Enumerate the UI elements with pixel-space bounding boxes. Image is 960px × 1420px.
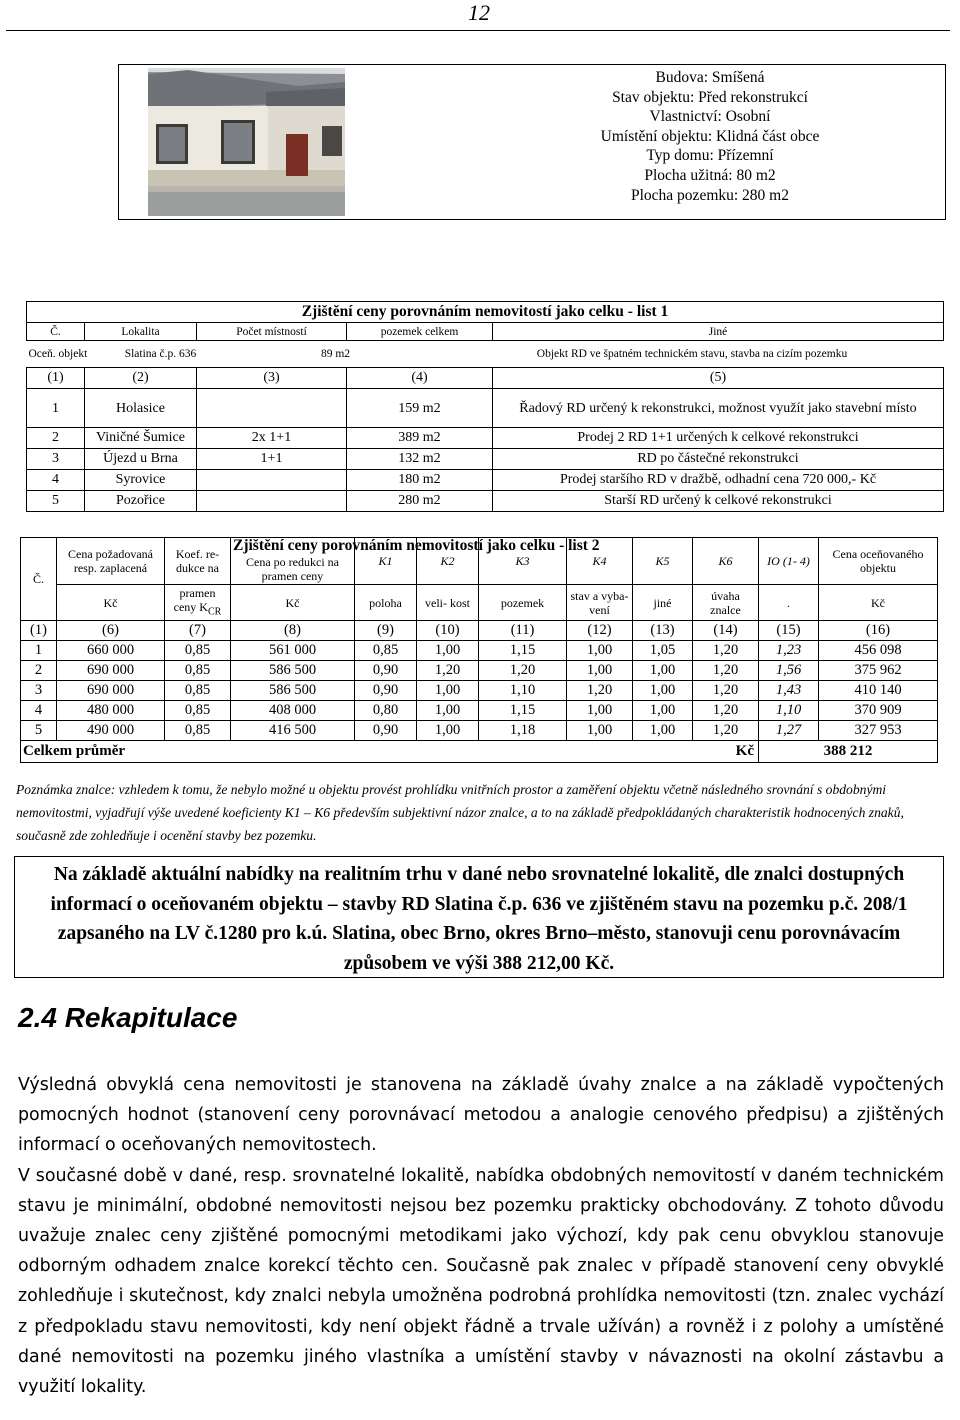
cell-land: 389 m2 xyxy=(347,428,493,449)
list2-header-reduced-label: Cena po redukci na pramen ceny xyxy=(246,555,339,583)
table-cell: 1,00 xyxy=(567,701,633,721)
list2-k1-sub: poloha xyxy=(355,585,417,621)
table-cell: 1,15 xyxy=(479,641,567,661)
cell-other: Starší RD určený k celkové rekonstrukci xyxy=(493,491,944,512)
table-row xyxy=(27,428,944,449)
list2-colnum: (11) xyxy=(479,621,567,641)
info-house-type: Typ domu: Přízemní xyxy=(646,147,774,165)
cell-location: Syrovice xyxy=(85,470,197,491)
list1-colnum: (1) xyxy=(27,368,85,389)
cell-land: 132 m2 xyxy=(347,449,493,470)
cell-rooms xyxy=(197,389,347,428)
table-cell: 1,00 xyxy=(567,721,633,741)
table-cell: 586 500 xyxy=(231,681,355,701)
table-cell: 1,20 xyxy=(693,701,759,721)
list2-colnum: (16) xyxy=(819,621,938,641)
list2-total-value: 388 212 xyxy=(759,741,938,763)
table-cell: 1,10 xyxy=(759,701,819,721)
table-row xyxy=(21,681,938,701)
list2-k5-sub: jiné xyxy=(633,585,693,621)
list2-io-sub: . xyxy=(759,585,819,621)
table-cell: 456 098 xyxy=(819,641,938,661)
table-cell: 2 xyxy=(21,661,57,681)
table-cell: 1,23 xyxy=(759,641,819,661)
cell-no: 2 xyxy=(27,428,85,449)
page-number: 12 xyxy=(468,0,490,25)
property-info-lines xyxy=(480,68,940,205)
list2-unit-reduced: Kč xyxy=(231,585,355,621)
list2-header-result: Cena oceňovaného objektu xyxy=(819,538,938,585)
info-ownership: Vlastnictví: Osobní xyxy=(649,108,771,126)
list2-colnum: (7) xyxy=(165,621,231,641)
list2-colnum: (6) xyxy=(57,621,165,641)
table-row xyxy=(27,449,944,470)
paragraph: V současné době v dané, resp. srovnatelné lokalitě, nabídka obdobných nemovitostí v daném technickém stavu je minimální, obdobné nemovitosti nejsou bez pozemku prakticky obchodovány. Z tohoto důvodu uvažuje znalec ceny zjištěné pomocnými metodikami jako výchozí, kdy pak cenu obvyklou stanovuje odborným odhadem znalce korekcí těchto cen. Současně pak znalec v případě stanovení ceny obvyklé zohledňuje i skutečnost, kdy znalci nebyla umožněna podrobná prohlídka nemovitosti (tzn. znalec vychází z předpokladu stavu nemovitosti, kdy není objekt řádně a trvale užíván) a rovněž i z polohy a umístěné dané nemovitosti na pozemku jiného vlastníka a umístění stavby v návaznosti na okolní zástavbu a využití lokality. xyxy=(18,1165,944,1398)
table-cell: 1,00 xyxy=(417,641,479,661)
table-cell: 0,85 xyxy=(165,701,231,721)
table-row xyxy=(27,491,944,512)
list1-colnum: (4) xyxy=(347,368,493,389)
cell-location: Viničné Šumice xyxy=(85,428,197,449)
list1-subject-row xyxy=(27,341,944,368)
list2-header-coef: Koef. re- dukce na xyxy=(165,538,231,585)
cell-land: 280 m2 xyxy=(347,491,493,512)
table-cell: 0,85 xyxy=(165,661,231,681)
list2-header-no: Č. xyxy=(21,538,57,621)
list2-colnum: (13) xyxy=(633,621,693,641)
table-cell: 4 xyxy=(21,701,57,721)
info-building: Budova: Smíšená xyxy=(655,69,765,86)
table-cell: 690 000 xyxy=(57,681,165,701)
cell-location: Pozořice xyxy=(85,491,197,512)
table-cell: 370 909 xyxy=(819,701,938,721)
table-cell: 416 500 xyxy=(231,721,355,741)
list2-header-coef-sub xyxy=(165,585,231,621)
cell-other: Prodej 2 RD 1+1 určených k celkové rekonstrukci xyxy=(493,428,944,449)
list1-subject-other: Objekt RD ve špatném technickém stavu, stavba na cizím pozemku xyxy=(536,348,848,360)
list2-header-k4: K4 xyxy=(567,538,633,585)
list2-total-row xyxy=(21,741,938,763)
list1-header-no: Č. xyxy=(27,323,85,341)
cell-rooms xyxy=(197,470,347,491)
table-cell: 1,20 xyxy=(693,681,759,701)
list2-header-io: IO (1- 4) xyxy=(759,538,819,585)
list1-subject-location: Slatina č.p. 636 xyxy=(124,348,197,360)
table-cell: 0,90 xyxy=(355,721,417,741)
table-cell: 1,20 xyxy=(693,721,759,741)
cell-land: 159 m2 xyxy=(347,389,493,428)
table-cell: 1,20 xyxy=(479,661,567,681)
table-cell: 0,85 xyxy=(165,681,231,701)
header-divider xyxy=(6,30,950,31)
list2-header-price: Cena požadovaná resp. zaplacená xyxy=(57,538,165,585)
cell-other: Prodej staršího RD v dražbě, odhadní cena 720 000,- Kč xyxy=(493,470,944,491)
table-row xyxy=(27,470,944,491)
table-cell: 1,20 xyxy=(417,661,479,681)
list2-total-unit: Kč xyxy=(735,743,754,760)
table-cell: 5 xyxy=(21,721,57,741)
table-row xyxy=(21,701,938,721)
table-cell: 660 000 xyxy=(57,641,165,661)
list2-colnum: (10) xyxy=(417,621,479,641)
info-state: Stav objektu: Před rekonstrukcí xyxy=(612,88,808,106)
table-cell: 3 xyxy=(21,681,57,701)
cell-land: 180 m2 xyxy=(347,470,493,491)
conclusion-box: Na základě aktuální nabídky na realitním trhu v dané nebo srovnatelné lokalitě, dle znalci dostupných informací o oceňovaném objektu – stavby RD Slatina č.p. 636 ve zjištěném stavu na pozemku p.č. 208/1 zapsaného na LV č.1280 pro k.ú. Slatina, obec Brno, okres Brno–město, stanovuji cenu porovnávacím způsobem ve výši 388 212,00 Kč. xyxy=(14,856,944,978)
table-cell: 1,05 xyxy=(633,641,693,661)
table-cell: 0,90 xyxy=(355,681,417,701)
list1-colnum: (2) xyxy=(85,368,197,389)
list2-colnum: (12) xyxy=(567,621,633,641)
table-cell: 327 953 xyxy=(819,721,938,741)
list1-header-rooms: Počet místností xyxy=(197,323,347,341)
property-photo xyxy=(148,68,345,216)
list1-header-other: Jiné xyxy=(493,323,944,341)
table-cell: 375 962 xyxy=(819,661,938,681)
table-cell: 480 000 xyxy=(57,701,165,721)
table-cell: 1,20 xyxy=(567,681,633,701)
coef-sub-label: pramen ceny K xyxy=(173,586,216,614)
table-cell: 1,00 xyxy=(417,721,479,741)
table-cell: 1,43 xyxy=(759,681,819,701)
list2-header-k6: K6 xyxy=(693,538,759,585)
cell-other: Řadový RD určený k rekonstrukci, možnost využít jako stavební místo xyxy=(493,389,944,428)
list2-colnum: (9) xyxy=(355,621,417,641)
table-cell: 1,00 xyxy=(633,681,693,701)
table-cell: 1,56 xyxy=(759,661,819,681)
comparison-table-list2 xyxy=(20,537,938,763)
coef-sub-index: CR xyxy=(207,606,222,618)
table-cell: 0,80 xyxy=(355,701,417,721)
table-cell: 1,20 xyxy=(693,661,759,681)
recapitulation-text xyxy=(18,1070,944,1402)
table-cell: 1,00 xyxy=(633,661,693,681)
info-usable-area: Plocha užitná: 80 m2 xyxy=(644,166,776,184)
list1-colnum: (3) xyxy=(197,368,347,389)
list1-subject-label: Oceň. objekt xyxy=(28,348,88,360)
table-cell: 1,00 xyxy=(417,681,479,701)
paragraph: Výsledná obvyklá cena nemovitosti je stanovena na základě úvahy znalce a na základě vypočtených pomocných hodnot (stanovení ceny porovnávací metodou a analogie cenového předpisu) a zjištěných informací o oceňovaných nemovitostech. xyxy=(18,1075,944,1156)
comparison-table-list1 xyxy=(26,301,944,512)
info-location: Umístění objektu: Klidná část obce xyxy=(600,127,820,145)
list1-subject-land: 89 m2 xyxy=(320,348,351,360)
table-cell: 1,00 xyxy=(567,661,633,681)
cell-no: 1 xyxy=(27,389,85,428)
table-cell: 561 000 xyxy=(231,641,355,661)
table-row xyxy=(27,389,944,428)
list2-colnum: (8) xyxy=(231,621,355,641)
list2-total-label: Celkem průměr xyxy=(23,743,126,760)
list2-k2-sub: veli- kost xyxy=(417,585,479,621)
table-cell: 1,00 xyxy=(633,701,693,721)
expert-note: Poznámka znalce: vzhledem k tomu, že nebylo možné u objektu provést prohlídku vnitřních prostor a zaměření objektu včetně následného srovnání s obdobnými nemovitostmi, vyjadřují výše uvedené koeficienty K1 – K6 především subjektivní názor znalce, a to na základě předpokládaných charakteristik hodnocených znaků, současně zde zohledňuje i ocenění stavby bez pozemku. xyxy=(16,782,904,843)
table-cell: 1,00 xyxy=(417,701,479,721)
cell-location: Holasice xyxy=(85,389,197,428)
cell-rooms: 1+1 xyxy=(197,449,347,470)
list2-unit-result: Kč xyxy=(819,585,938,621)
info-land-area: Plocha pozemku: 280 m2 xyxy=(631,186,789,204)
list1-header-land: pozemek celkem xyxy=(347,323,493,341)
table-row xyxy=(21,721,938,741)
list2-k6-sub: úvaha znalce xyxy=(693,585,759,621)
list2-colnum: (14) xyxy=(693,621,759,641)
table-cell: 1,27 xyxy=(759,721,819,741)
table-cell: 690 000 xyxy=(57,661,165,681)
table-cell: 1,20 xyxy=(693,641,759,661)
list2-header-k1: K1 xyxy=(355,538,417,585)
table-cell: 0,90 xyxy=(355,661,417,681)
table-row xyxy=(21,641,938,661)
cell-no: 5 xyxy=(27,491,85,512)
cell-rooms xyxy=(197,491,347,512)
table-cell: 1,15 xyxy=(479,701,567,721)
table-cell: 1 xyxy=(21,641,57,661)
list2-header-k3: K3 xyxy=(479,538,567,585)
cell-other: RD po částečné rekonstrukci xyxy=(493,449,944,470)
table-cell: 490 000 xyxy=(57,721,165,741)
table-cell: 410 140 xyxy=(819,681,938,701)
list1-header-location: Lokalita xyxy=(85,323,197,341)
table-cell: 0,85 xyxy=(165,641,231,661)
list2-k4-sub: stav a vyba- vení xyxy=(567,585,633,621)
cell-rooms: 2x 1+1 xyxy=(197,428,347,449)
table-cell: 0,85 xyxy=(355,641,417,661)
list2-colnum: (1) xyxy=(21,621,57,641)
list1-title: Zjištění ceny porovnáním nemovitostí jako celku - list 1 xyxy=(27,302,944,323)
list1-colnum: (5) xyxy=(493,368,944,389)
table-cell: 586 500 xyxy=(231,661,355,681)
table-cell: 1,10 xyxy=(479,681,567,701)
list2-k3-sub: pozemek xyxy=(479,585,567,621)
table-cell: 1,18 xyxy=(479,721,567,741)
table-cell: 408 000 xyxy=(231,701,355,721)
table-cell: 0,85 xyxy=(165,721,231,741)
list2-header-k5: K5 xyxy=(633,538,693,585)
section-title: 2.4 Rekapitulace xyxy=(18,1002,238,1033)
cell-no: 3 xyxy=(27,449,85,470)
list2-unit-price: Kč xyxy=(57,585,165,621)
list2-header-reduced: Zjištění ceny porovnáním nemovitostí jako celku - list 2 Cena po redukci na pramen ceny xyxy=(231,538,355,585)
cell-location: Újezd u Brna xyxy=(85,449,197,470)
table-cell: 1,00 xyxy=(633,721,693,741)
list2-colnum: (15) xyxy=(759,621,819,641)
cell-no: 4 xyxy=(27,470,85,491)
list2-total-label-cell xyxy=(21,741,759,763)
table-cell: 1,00 xyxy=(567,641,633,661)
list2-header-k2: K2 xyxy=(417,538,479,585)
table-row xyxy=(21,661,938,681)
